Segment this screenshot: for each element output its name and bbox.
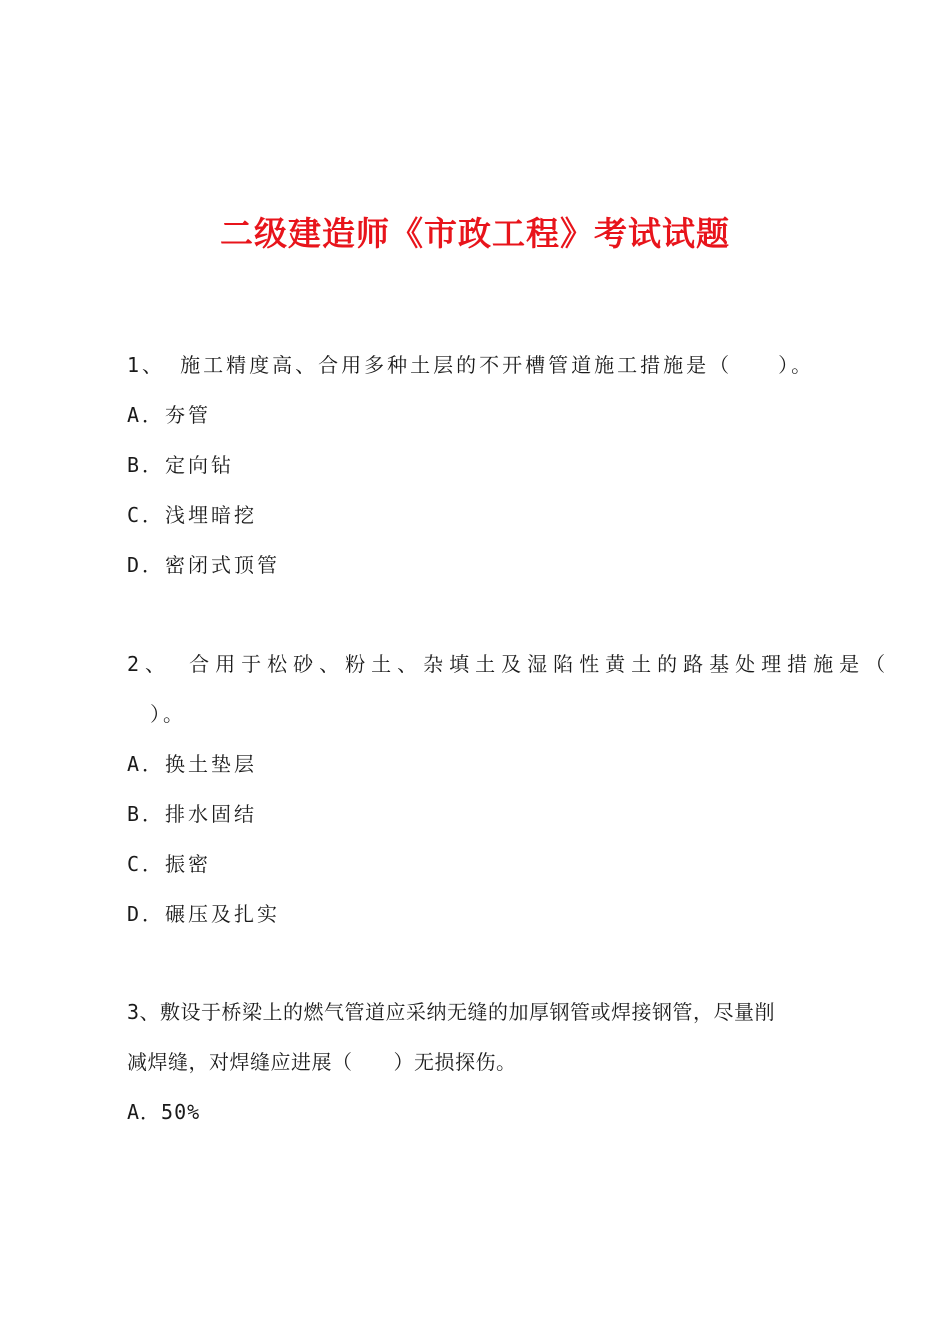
question-1-stem: 1、 施工精度高、合用多种土层的不开槽管道施工措施是（ ）。 (127, 353, 815, 377)
question-2-stem-line-1: 2、 合用于松砂、粉土、杂填土及湿陷性黄土的路基处理措施是（ (127, 652, 892, 676)
question-2-option-a: A．换土垫层 (127, 752, 258, 776)
question-2-option-b: B．排水固结 (127, 802, 258, 826)
question-1-option-c: C．浅埋暗挖 (127, 503, 258, 527)
question-2-option-d: D．碾压及扎实 (127, 902, 281, 926)
question-1-option-a: A．夯管 (127, 403, 212, 427)
question-2-option-c: C．振密 (127, 852, 212, 876)
question-2-stem-line-2: ）。 (150, 702, 186, 726)
question-3-stem-line-1: 3、敷设于桥梁上的燃气管道应采纳无缝的加厚钢管或焊接钢管，尽量削 (127, 1000, 776, 1024)
question-3-option-a: A．50% (127, 1100, 201, 1124)
question-1-option-b: B．定向钻 (127, 453, 235, 477)
question-3-stem-line-2: 减焊缝，对焊缝应进展（ ）无损探伤。 (127, 1050, 517, 1074)
document-title: 二级建造师《市政工程》考试试题 (220, 214, 730, 253)
question-1-option-d: D．密闭式顶管 (127, 553, 281, 577)
